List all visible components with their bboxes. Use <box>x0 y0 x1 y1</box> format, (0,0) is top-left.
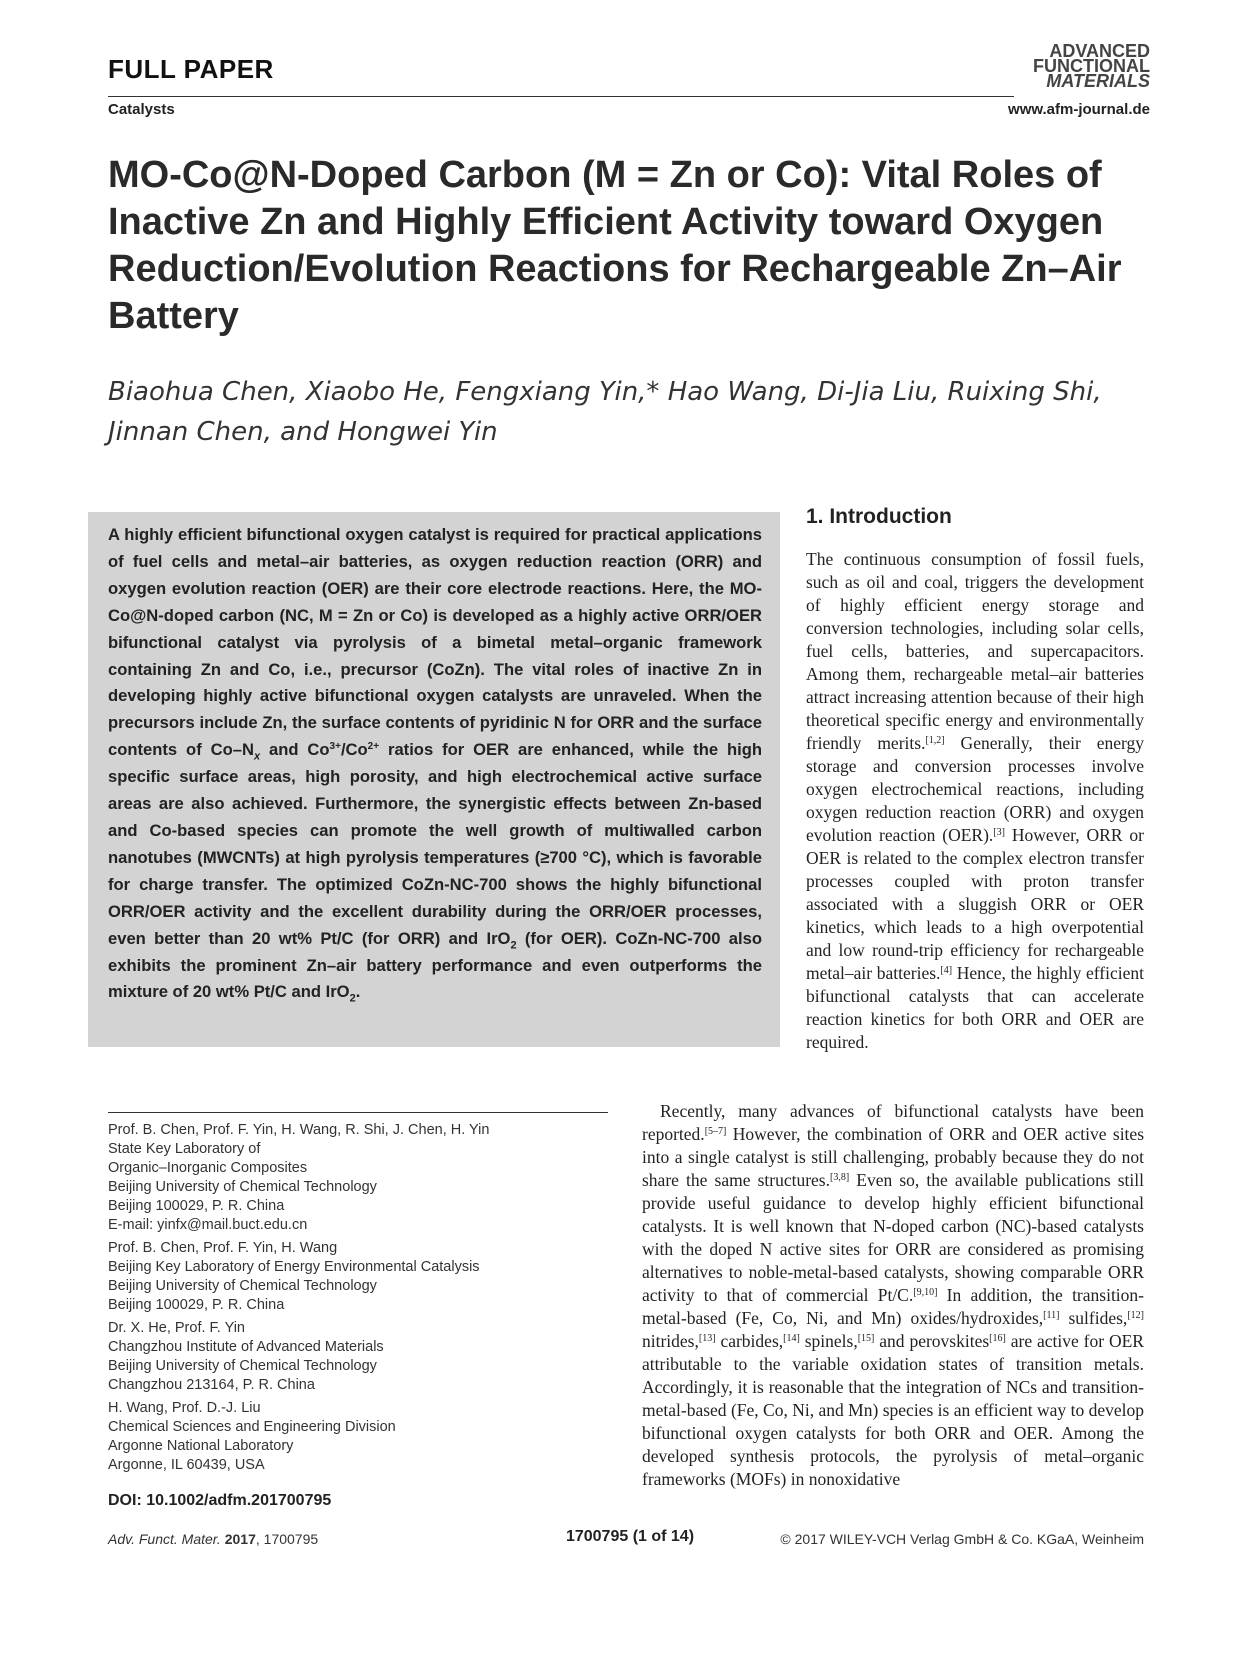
intro-text: carbides, <box>715 1331 784 1351</box>
author-list: Biaohua Chen, Xiaobo He, Fengxiang Yin,* Hao Wang, Di-Jia Liu, Ruixing Shi, Jinnan Chen, and Hongwei Yin <box>108 377 1102 447</box>
abstract-part: /Co <box>340 740 368 760</box>
affiliation-line: Beijing University of Chemical Technology <box>108 1278 377 1294</box>
affiliation-line: Changzhou 213164, P. R. China <box>108 1377 315 1393</box>
logo-line-3: MATERIALS <box>1046 71 1150 91</box>
abstract-sup: 2+ <box>367 741 380 753</box>
affiliations <box>108 1121 628 1479</box>
abstract-sub-x: x <box>253 750 261 763</box>
citation-link[interactable]: [4] <box>940 965 953 976</box>
email-link[interactable]: E-mail: yinfx@mail.buct.edu.cn <box>108 1217 308 1233</box>
citation-link[interactable]: [16] <box>989 1333 1006 1344</box>
citation-link[interactable]: [14] <box>783 1333 800 1344</box>
citation-link[interactable]: [11] <box>1043 1310 1060 1321</box>
affiliation-line: Beijing 100029, P. R. China <box>108 1297 285 1313</box>
abstract-part: and Co <box>260 740 330 760</box>
affiliation-line: Beijing University of Chemical Technology <box>108 1358 377 1374</box>
intro-text: Generally, their energy storage and conversion processes involve oxygen electrochemical reactions, including oxygen reduction reaction (ORR) and oxygen evolution reaction (OER). <box>806 733 1144 845</box>
affiliation-line: Chemical Sciences and Engineering Division <box>108 1419 396 1435</box>
affiliation-line: Organic–Inorganic Composites <box>108 1160 308 1176</box>
affiliation-line: Argonne National Laboratory <box>108 1438 294 1454</box>
article-title: MO-Co@N-Doped Carbon (M = Zn or Co): Vital Roles of Inactive Zn and Highly Efficient Activity toward Oxygen Reduction/Evolution Reactions for Rechargeable Zn–Air Battery <box>108 154 1122 337</box>
logo-line-2: FUNCTIONAL <box>1033 56 1150 76</box>
journal-logo <box>1000 41 1150 91</box>
page-number: 1700795 (1 of 14) <box>565 1528 695 1545</box>
abstract-part: . <box>355 982 361 1002</box>
affiliation-line: Dr. X. He, Prof. F. Yin <box>108 1320 245 1336</box>
intro-paragraph-2 <box>642 1100 1144 1491</box>
affiliation-line: State Key Laboratory of <box>108 1141 261 1157</box>
affiliation-divider <box>108 1112 608 1113</box>
intro-text: Recently, many advances of bifunctional catalysts have been reported. <box>642 1101 1144 1144</box>
intro-text: However, ORR or OER is related to the complex electron transfer processes coupled with proton transfer associated with a sluggish ORR or OER kinetics, which leads to a high overpotential and low round-trip efficiency for rechargeable metal–air batteries. <box>806 825 1144 983</box>
affiliation-line: Prof. B. Chen, Prof. F. Yin, H. Wang <box>108 1240 338 1256</box>
abstract-box <box>88 512 780 1047</box>
intro-text: In addition, the transition-metal-based (Fe, Co, Ni, and Mn) oxides/hydroxides, <box>642 1285 1144 1328</box>
intro-text: nitrides, <box>642 1331 699 1351</box>
affiliation-block <box>108 1239 628 1315</box>
abstract-text <box>108 522 762 1006</box>
affiliation-line: Beijing 100029, P. R. China <box>108 1198 285 1214</box>
intro-text: and perovskites <box>874 1331 990 1351</box>
copyright-notice: © 2017 WILEY-VCH Verlag GmbH & Co. KGaA, Weinheim <box>780 1531 1144 1547</box>
intro-paragraph-1 <box>806 548 1144 1054</box>
affiliation-block <box>108 1399 628 1475</box>
footer-citation <box>108 1531 318 1547</box>
citation-link[interactable]: [9,10] <box>913 1287 938 1298</box>
citation-link[interactable]: [1,2] <box>925 735 945 746</box>
abstract-sub: 2 <box>510 938 517 951</box>
citation-link[interactable]: [3,8] <box>829 1172 850 1183</box>
affiliation-block <box>108 1319 628 1395</box>
affiliation-line: Argonne, IL 60439, USA <box>108 1457 265 1473</box>
intro-text: The continuous consumption of fossil fuels, such as oil and coal, triggers the development of highly efficient energy storage and conversion technologies, including solar cells, fuel cells, batteries, and supercapacitors. Among them, rechargeable metal–air batteries attract increasing attention because of their high theoretical specific energy and environmentally friendly merits. <box>806 549 1144 753</box>
affiliation-line: H. Wang, Prof. D.-J. Liu <box>108 1400 261 1416</box>
citation-link[interactable]: [12] <box>1127 1310 1144 1321</box>
intro-text: Even so, the available publications still provide useful guidance to develop highly efficient bifunctional catalysts. It is well known that N-doped carbon (NC)-based catalysts with the doped N active sites for ORR are considered as promising alternatives to noble-metal-based catalysts, showing comparable ORR activity to that of commercial Pt/C. <box>642 1170 1144 1305</box>
intro-text: However, the combination of ORR and OER active sites into a single catalyst is still challenging, probably because they do not share the same structures. <box>642 1124 1144 1190</box>
footer-year: 2017 <box>224 1531 256 1547</box>
abstract-sub: 2 <box>349 992 356 1005</box>
citation-link[interactable]: [5–7] <box>704 1126 727 1137</box>
header-divider <box>108 96 1014 97</box>
intro-text: spinels, <box>799 1331 858 1351</box>
affiliation-line: Beijing University of Chemical Technology <box>108 1179 377 1195</box>
abstract-sup: 3+ <box>329 741 341 753</box>
logo-line-1: ADVANCED <box>1049 41 1150 61</box>
citation-link[interactable]: [13] <box>698 1333 716 1344</box>
category-label: Catalysts <box>108 101 175 118</box>
abstract-part: A highly efficient bifunctional oxygen catalyst is required for practical applications of fuel cells and metal–air batteries, as oxygen reduction reaction (ORR) and oxygen evolution reaction (OER) are their core electrode reactions. Here, the MO-Co@N-doped carbon (NC, M = Zn or Co) is developed as a highly active ORR/OER bifunctional catalyst via pyrolysis of a bimetal metal–organic framework containing Zn and Co, i.e., precursor (CoZn). The vital roles of inactive Zn in developing highly active bifunctional oxygen catalysts are unraveled. When the precursors include Zn, the surface contents of pyridinic N for ORR and the surface contents of Co–N <box>108 525 762 760</box>
abstract-part: ratios for OER are enhanced, while the high specific surface areas, high porosity, and high electrochemical active surface areas are also achieved. Furthermore, the synergistic effects between Zn-based and Co-based species can promote the well growth of multiwalled carbon nanotubes (MWCNTs) at high pyrolysis temperatures (≥700 °C), which is favorable for charge transfer. The optimized CoZn-NC-700 shows the highly bifunctional ORR/OER activity and the excellent durability during the ORR/OER processes, even better than 20 wt% Pt/C (for ORR) and IrO <box>108 740 762 948</box>
intro-text: are active for OER attributable to the variable oxidation states of transition metals. Accordingly, it is reasonable that the integration of NCs and transition-metal-based (Fe, Co, Ni, and Mn) species is an efficient way to develop bifunctional oxygen catalysts for both ORR and OER. Among the developed synthesis protocols, the pyrolysis of metal–organic frameworks (MOFs) in nonoxidative <box>642 1331 1144 1489</box>
section-label: FULL PAPER <box>108 54 274 84</box>
doi-link[interactable]: DOI: 10.1002/adfm.201700795 <box>108 1492 332 1509</box>
journal-url-link[interactable]: www.afm-journal.de <box>1008 101 1150 118</box>
citation-link[interactable]: [15] <box>857 1333 875 1344</box>
affiliation-line: Prof. B. Chen, Prof. F. Yin, H. Wang, R. Shi, J. Chen, H. Yin <box>108 1122 490 1138</box>
footer-journal-name: Adv. Funct. Mater. <box>108 1531 221 1547</box>
abstract-part: (for OER). CoZn-NC-700 also exhibits the prominent Zn–air battery performance and even outperforms the mixture of 20 wt% Pt/C and IrO <box>108 928 762 1002</box>
affiliation-block <box>108 1121 628 1235</box>
section-heading-introduction: 1. Introduction <box>806 505 952 528</box>
intro-text: Hence, the highly efficient bifunctional catalysts that can accelerate reaction kinetics for both ORR and OER are required. <box>806 963 1144 1052</box>
affiliation-line: Changzhou Institute of Advanced Materials <box>108 1339 384 1355</box>
footer-article-number: , 1700795 <box>255 1531 319 1547</box>
citation-link[interactable]: [3] <box>993 827 1005 838</box>
affiliation-line: Beijing Key Laboratory of Energy Environmental Catalysis <box>108 1259 480 1275</box>
intro-text: sulfides, <box>1059 1308 1128 1328</box>
